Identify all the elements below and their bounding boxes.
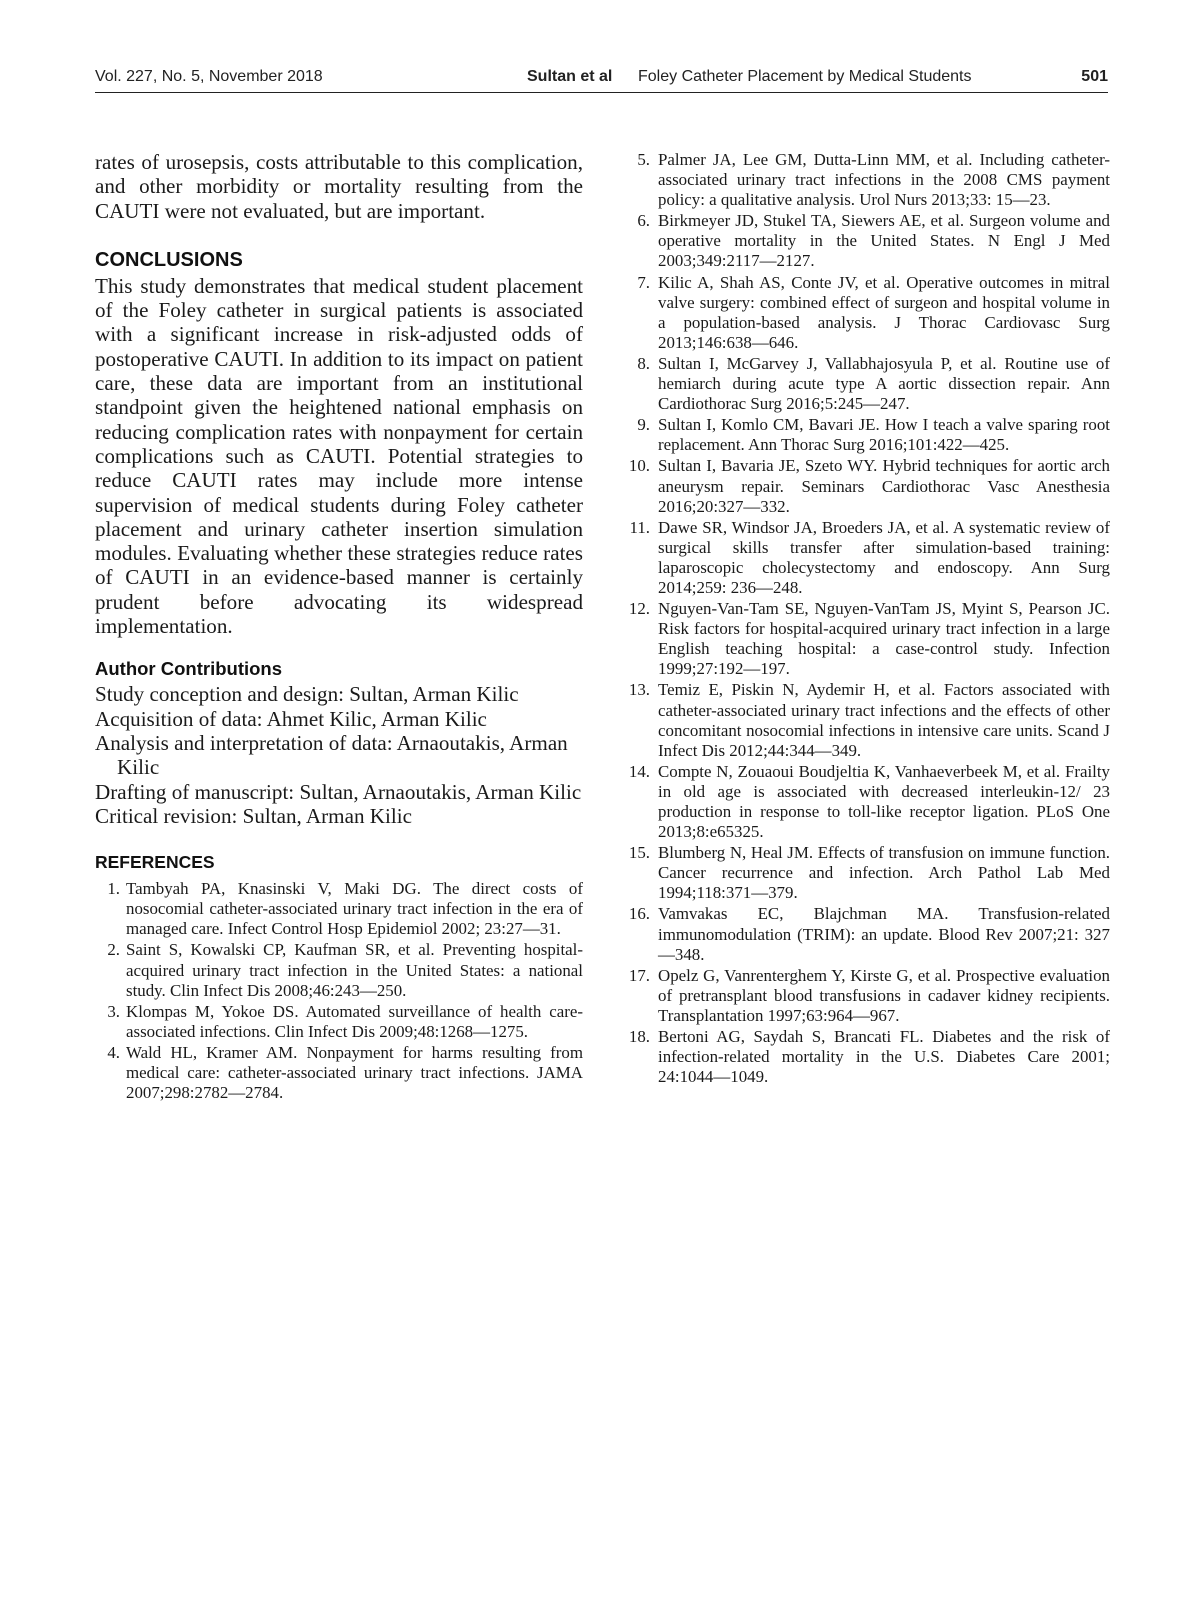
conclusions-heading: CONCLUSIONS xyxy=(95,248,243,271)
reference-item: 3. Klompas M, Yokoe DS. Automated surveillance of health care-associated infections. Clin Infect Dis 2009;48:1268—1275. xyxy=(107,1001,583,1041)
reference-item: 7. Kilic A, Shah AS, Conte JV, et al. Operative outcomes in mitral valve surgery: combined effect of surgeon and hospital volume in a population-based analysis. J Thorac Cardiovasc Surg 2013;146:638—646. xyxy=(637,272,1110,352)
page-number: 501 xyxy=(1081,68,1108,85)
reference-item: 5. Palmer JA, Lee GM, Dutta-Linn MM, et al. Including catheter-associated urinary tract infections in the 2008 CMS payment policy: a qualitative analysis. Urol Nurs 2013;33: 15—23. xyxy=(637,150,1110,210)
author-contributions-heading: Author Contributions xyxy=(95,658,283,680)
reference-item: 12. Nguyen-Van-Tam SE, Nguyen-VanTam JS, Myint S, Pearson JC. Risk factors for hospital-acquired urinary tract infection in a large English teaching hospital: a case-control study. Infection 1999;27:192—197. xyxy=(628,599,1110,679)
contribution-item: Acquisition of data: Ahmet Kilic, Arman Kilic xyxy=(95,706,487,731)
reference-item: 1. Tambyah PA, Knasinski V, Maki DG. The direct costs of nosocomial catheter-associated urinary tract infection in the era of managed care. Infect Control Hosp Epidemiol 2002; 23:27—31. xyxy=(107,879,583,939)
references-heading: REFERENCES xyxy=(95,852,215,873)
running-header xyxy=(95,66,1108,93)
contribution-item: Critical revision: Sultan, Arman Kilic xyxy=(95,803,412,828)
contribution-item: Drafting of manuscript: Sultan, Arnaoutakis, Arman Kilic xyxy=(95,779,582,804)
journal-volume: Vol. 227, No. 5, November 2018 xyxy=(95,68,323,85)
conclusions-paragraph: This study demonstrates that medical student placement of the Foley catheter in surgical patients is associated with a significant increase in risk-adjusted odds of postoperative CAUTI. In addition to its impact on patient care, these data are important from an institutional standpoint given the heightened national emphasis on reducing complication rates with nonpayment for certain complications such as CAUTI. Potential strategies to reduce CAUTI rates may include more intense supervision of medical students during Foley catheter placement and urinary catheter insertion simulation modules. Evaluating whether these strategies reduce rates of CAUTI in an evidence-based manner is certainly prudent before advocating its widespread implementation. xyxy=(95,273,583,639)
reference-item: 6. Birkmeyer JD, Stukel TA, Siewers AE, et al. Surgeon volume and operative mortality in the United States. N Engl J Med 2003;349:2117—2127. xyxy=(637,211,1110,271)
reference-item: 13. Temiz E, Piskin N, Aydemir H, et al. Factors associated with catheter-associated urinary tract infections and the effects of other concomitant nosocomial infections in intensive care units. Scand J Infect Dis 2012;44:344—349. xyxy=(628,680,1110,760)
reference-item: 8. Sultan I, McGarvey J, Vallabhajosyula P, et al. Routine use of hemiarch during acute type A aortic dissection repair. Ann Cardiothorac Surg 2016;5:245—247. xyxy=(637,353,1110,414)
reference-item: 4. Wald HL, Kramer AM. Nonpayment for harms resulting from medical care: catheter-associated urinary tract infections. JAMA 2007;298:2782—2784. xyxy=(107,1042,583,1103)
left-column xyxy=(95,150,583,1104)
reference-item: 18. Bertoni AG, Saydah S, Brancati FL. Diabetes and the risk of infection-related mortality in the U.S. Diabetes Care 2001; 24:1044—1049. xyxy=(628,1027,1110,1087)
references-list-left xyxy=(95,879,583,1103)
author-contributions-list xyxy=(95,682,583,828)
reference-item: 15. Blumberg N, Heal JM. Effects of transfusion on immune function. Cancer recurrence and infection. Arch Pathol Lab Med 1994;118:371—379. xyxy=(628,843,1110,903)
right-column xyxy=(622,150,1110,1088)
reference-item: 14. Compte N, Zouaoui Boudjeltia K, Vanhaeverbeek M, et al. Frailty in old age is associated with decreased interleukin-12/ 23 production in response to toll-like receptor ligation. PLoS One 2013;8:e65325. xyxy=(628,761,1110,842)
reference-item: 9. Sultan I, Komlo CM, Bavari JE. How I teach a valve sparing root replacement. Ann Thorac Surg 2016;101:422—425. xyxy=(637,415,1110,455)
reference-item: 2. Saint S, Kowalski CP, Kaufman SR, et al. Preventing hospital-acquired urinary tract infection in the United States: a national study. Clin Infect Dis 2008;46:243—250. xyxy=(107,940,583,1000)
reference-item: 11. Dawe SR, Windsor JA, Broeders JA, et al. A systematic review of surgical skills transfer after simulation-based training: laparoscopic cholecystectomy and endoscopy. Ann Surg 2014;259: 236—248. xyxy=(629,517,1110,597)
reference-item: 17. Opelz G, Vanrenterghem Y, Kirste G, et al. Prospective evaluation of pretransplant blood transfusions in cadaver kidney recipients. Transplantation 1997;63:964—967. xyxy=(628,965,1110,1025)
reference-item: 16. Vamvakas EC, Blajchman MA. Transfusion-related immunomodulation (TRIM): an update. Blood Rev 2007;21: 327—348. xyxy=(628,904,1110,964)
intro-paragraph: rates of urosepsis, costs attributable to this complication, and other morbidity or mortality resulting from the CAUTI were not evaluated, but are important. xyxy=(95,150,583,223)
running-authors: Sultan et al xyxy=(527,68,613,85)
contribution-item: Study conception and design: Sultan, Arman Kilic xyxy=(95,682,519,707)
references-list-right xyxy=(622,150,1110,1087)
running-title: Foley Catheter Placement by Medical Students xyxy=(638,68,972,85)
reference-item: 10. Sultan I, Bavaria JE, Szeto WY. Hybrid techniques for aortic arch aneurysm repair. Seminars Cardiothorac Vasc Anesthesia 2016;20:327—332. xyxy=(628,456,1110,516)
contribution-item: Analysis and interpretation of data: Arnaoutakis, Arman Kilic xyxy=(95,730,568,780)
